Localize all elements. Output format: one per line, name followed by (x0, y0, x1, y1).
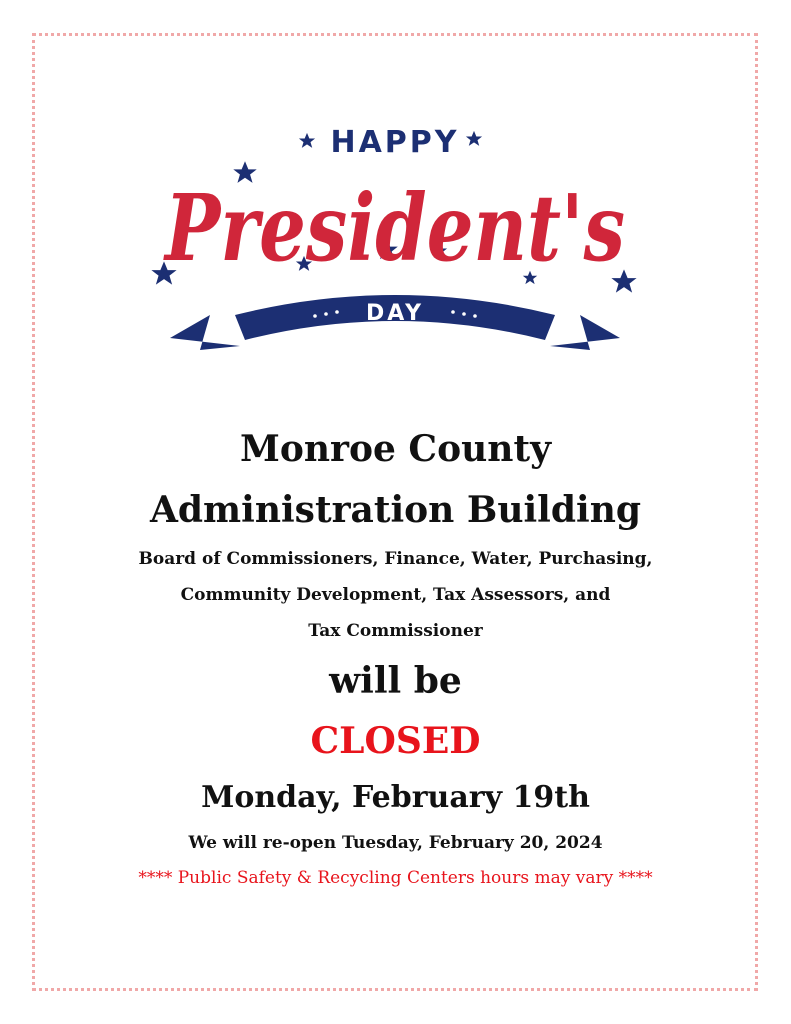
closure-date: Monday, February 19th (201, 780, 590, 815)
heading-building: Administration Building (149, 489, 642, 531)
heading-county: Monroe County (239, 428, 551, 470)
will-be-text: will be (329, 660, 462, 702)
logo-script-text: President's (162, 174, 625, 282)
logo-happy-text: HAPPY (330, 125, 460, 160)
departments-line-3: Tax Commissioner (308, 621, 483, 641)
presidents-day-logo (140, 110, 650, 380)
departments-line-1: Board of Commissioners, Finance, Water, Purchasing, (138, 549, 653, 569)
public-safety-note: **** Public Safety & Recycling Centers hours may vary **** (138, 868, 653, 888)
logo-day-text: DAY (365, 301, 425, 326)
closed-text: CLOSED (310, 720, 481, 762)
reopen-notice: We will re-open Tuesday, February 20, 2024 (188, 833, 603, 853)
departments-line-2: Community Development, Tax Assessors, and (180, 585, 611, 605)
